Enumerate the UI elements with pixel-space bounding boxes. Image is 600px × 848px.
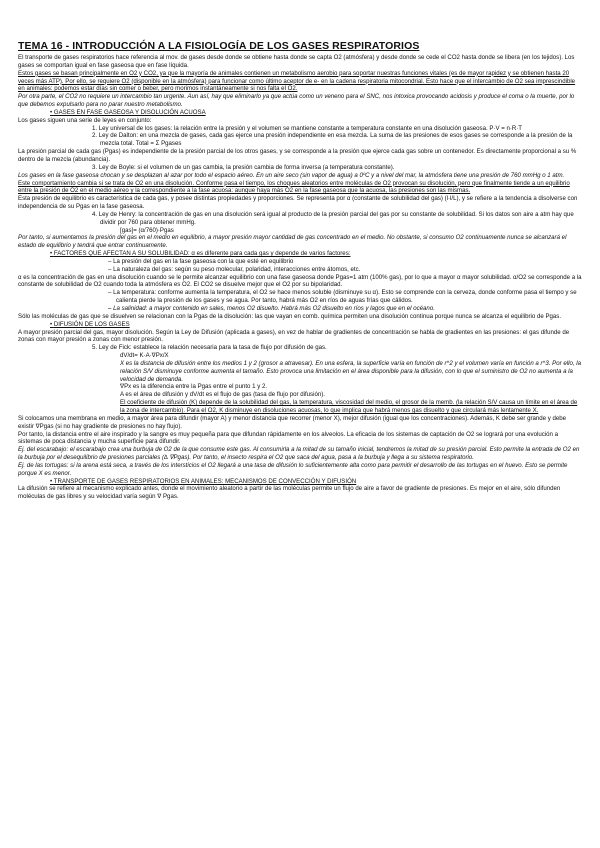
example: Ej. del escarabajo: el escarabajo crea una burbuja de O2 de la que consume este gas. Al consumirla a la mitad de su tamaño inicial, tendremos la mitad de su presión parcial. Esto permite la entrada de O2 en la burbuja por el desequilibrio de presiones parciales (∆ ∇Pgas). Por tanto, el insecto respira el O2 que saca del agua, pasa a la burbuja y llega a su sistema respiratorio.: [18, 446, 580, 462]
paragraph: Por tanto, si aumentamos la presión del gas en el medio en equilibrio, a mayor presión mayor cantidad de gas concentrado en el medio. No obstante, si consumo O2 continuamente nunca se alcanzará el estado de equilibrio y tendrá que entrar continuamente.: [18, 234, 567, 250]
paragraph: Los gases en la fase gaseosa chocan y se desplazan al azar por todo el espacio aéreo. En un aire seco (sin vapor de agua) a 0ºC y a nivel del mar, la atmósfera tiene una presión de 760 mmHg o 1 atm.: [18, 171, 565, 179]
paragraph: α es la concentración de gas en una disolución cuando se le permite alcanzar equilibrio con una fase gaseosa donde Pgas=1 atm (100% gas), por lo que a mayor α mayor solubilidad. α/O2 se corresponde a la constante de solubilidad de O2 cuando toda la atmósfera es O2. El CO2 se disuelve mejor que el O2 por su bipolaridad.: [18, 273, 582, 289]
paragraph: El transporte de gases respiratorios hace referencia al mov. de gases desde donde se obtiene hasta donde se capta O2 (atmósfera) y desde donde se cede el CO2 hasta donde se libera (en los tejidos). Los gases se comportan igual en fase gaseosa que en fase líquida.: [18, 54, 575, 69]
list-item: – La naturaleza del gas: según su peso molecular, polaridad, interacciones entre átomos, etc.: [108, 265, 361, 273]
numbered-law: 2. Ley de Dalton: en una mezcla de gases, cada gas ejerce una presión independiente en esa mezcla. La suma de las presiones de esos gases se corresponde a la presión de la mezcla total. Total = Σ Pgases: [92, 132, 573, 148]
numbered-law: 3. Ley de Boyle: si el volumen de un gas cambia, la presión cambia de forma inversa (a temperatura constante).: [92, 163, 395, 171]
numbered-law: 4. Ley de Henry: la concentración de gas en una disolución será igual al producto de la presión parcial del gas por su constante de solubilidad. Si los datos son aire a atm hay que dividir por 760 para obtener mmHg.: [92, 210, 574, 226]
paragraph: Si colocamos una membrana en medio, a mayor área para difundir (mayor A) y menor distancia que recorrer (menor X), mejor difusión (igual que los concentraciones). Además, K debe ser grande y debe existir ∇Pgas (si no hay gradiente de presiones no hay flujo).: [18, 414, 567, 430]
paragraph: A mayor presión parcial del gas, mayor disolución. Según la Ley de Difusión (aplicada a gases), en vez de hablar de gradientes de concentración se habla de gradientes en las presiones: el gas difunde de zonas con mayor presión a zonas con menor presión.: [18, 328, 570, 344]
numbered-law: 5. Ley de Fick: establece la relación necesaria para la tasa de flujo por difusión de gas.: [92, 344, 327, 352]
paragraph: Sólo las moléculas de gas que se disuelven se relacionan con la Pgas de la disolución: las que vayan en comb. química permiten una disolución continua porque nunca se alcanza el equilibrio de Pgas.: [18, 312, 562, 320]
section-heading: • FACTORES QUE AFECTAN A SU SOLUBILIDAD: α es diferente para cada gas y depende de varios factores:: [50, 250, 351, 258]
example: Ej. de las tortugas: si la arena está seca, a través de los intersticios el O2 llegará a una tasa de difusión lo suficientemente alta como para permitir el desarrollo de las tortugas en el huevo. Esto se permite porque X es menor.: [18, 461, 568, 477]
section-heading: • GASES EN FASE GASEOSA Y DISOLUCIÓN ACUOSA: [50, 108, 206, 116]
document-body: [18, 54, 582, 501]
paragraph: Por tanto, la distancia entre el aire inspirado y la sangre es muy pequeña para que difundan rápidamente en los alveolos. La eficacia de los sistemas de captación de O2 se logrará por una evolución a sistemas de poca distancia y mucha superficie para difundir.: [18, 430, 558, 446]
section-heading: • DIFUSIÓN DE LOS GASES: [50, 320, 130, 328]
paragraph: Esta presión de equilibrio es característica de cada gas, y posee distintas propiedades y proporciones. Se representa por α (constante de solubilidad del gas) (l·l/L), y se refiere a la tendencia a disolverse con independencia de su Pgas en la fase gaseosa.: [18, 195, 578, 211]
numbered-law: 1. Ley universal de los gases: la relación entre la presión y el volumen se mantiene constante a temperatura constante en una disolución gaseosa. P·V = n·R·T: [92, 124, 523, 132]
definition: X es la distancia de difusión entre los medios 1 y 2 (grosor a atravesar). En una esfera, la superficie varía en función de r^2 y el volumen varía en función a r^3. Por ello, la relación S/V disminuye conforme aumenta el tamaño. Esto provoca una limitación en el área disponible para la difusión, con lo que el suministro de O2 no aumenta a la velocidad de demanda.: [120, 359, 581, 383]
section-heading: • TRANSPORTE DE GASES RESPIRATORIOS EN ANIMALES: MECANISMOS DE CONVECCIÓN Y DIFUSIÓN: [50, 477, 357, 485]
document-title: TEMA 16 - INTRODUCCIÓN A LA FISIOLOGÍA DE LOS GASES RESPIRATORIOS: [18, 40, 420, 52]
definition: A es el área de difusión y dV/dt es el flujo de gas (tasa de flujo por difusión).: [120, 391, 325, 399]
paragraph: La presión parcial de cada gas (Pgas) es independiente de la presión parcial de los otros gases, y se corresponde a la presión que ejerce cada gas sobre un contenedor. Es directamente proporcional a su % dentro de la mezcla (abundancia).: [18, 148, 577, 163]
list-item: – La salinidad: a mayor contenido en sales, menos O2 disuelto. Habrá más O2 disuelto en ríos y lagos que en el océano.: [108, 305, 435, 312]
definition: ∇Px es la diferencia entre la Pgas entre el punto 1 y 2.: [120, 383, 268, 391]
formula: [gas]= (α/760)·Pgas: [120, 226, 174, 234]
paragraph: Por otra parte, el CO2 no requiere un intercambio tan urgente. Aun así, hay que eliminarlo ya que actúa como un veneno para el SNC, nos intoxica provocando acidosis y produce el coma o la muerte, por lo que debemos expulsarlo para no parar nuestro metabolismo.: [18, 93, 575, 109]
list-item: – La temperatura: conforme aumenta la temperatura, el O2 se hace menos soluble (disminuye su α). Esto se comprende con la cerveza, donde conforme pasa el tiempo y se calienta pierde la presión de los gases y se agua. Por tanto, habrá más O2 en ríos de aguas frías que cálidos.: [108, 289, 577, 305]
list-item: – La presión del gas en la fase gaseosa con la que esté en equilibrio: [108, 257, 294, 265]
paragraph: Los gases siguen una serie de leyes en conjunto:: [18, 116, 152, 124]
paragraph: Estos gases se basan principalmente en O2 y CO2, ya que la mayoría de animales contienen un metabolismo aerobio para soportar nuestras funciones vitales (es de mayor rapidez y se obtienen hasta 20 veces más ATP). Por ello, se requiere O2 (disponible en la atmósfera) para funcionar como último aceptor de e- en la cadena respiratoria mitocondrial. Esto hace que el intercambio de O2 sea imprescindible en animales: podemos estar días sin comer o beber, pero morimos instantáneamente si nos falta el O2.: [18, 69, 576, 93]
formula: dV/dt= K·A·∇Px/X: [120, 352, 169, 360]
definition: El coeficiente de difusión (K) depende de la solubilidad del gas, la temperatura, viscosidad del medio, el grosor de la memb. (la relación S/V causa un límite en el área de la zona de intercambio). Para el O2, K disminuye en disoluciones acuosas, lo que implica que habrá menos gas disuelto y que circulará más lentamente X.: [120, 399, 578, 414]
paragraph: La difusión se refiere al mecanismo explicado antes, donde el movimiento aleatorio a partir de las moléculas permite un flujo de aire a favor de gradiente de presiones. Es mejor en el aire, sólo difunden moléculas de gas libres y su velocidad varía según ∇ Pgas.: [18, 485, 561, 501]
paragraph: Este comportamiento cambia si se trata de O2 en una disolución. Conforme pasa el tiempo, los choques aleatorios entre moléculas de O2 provocan su disolución, pero que finalmente tiende a un equilibrio entre la presión de O2 en el medio aéreo y la correspondiente a la fase acuosa: aunque haya más O2 en la fase gaseosa que la acuosa, las presiones son las mismas.: [18, 179, 570, 195]
